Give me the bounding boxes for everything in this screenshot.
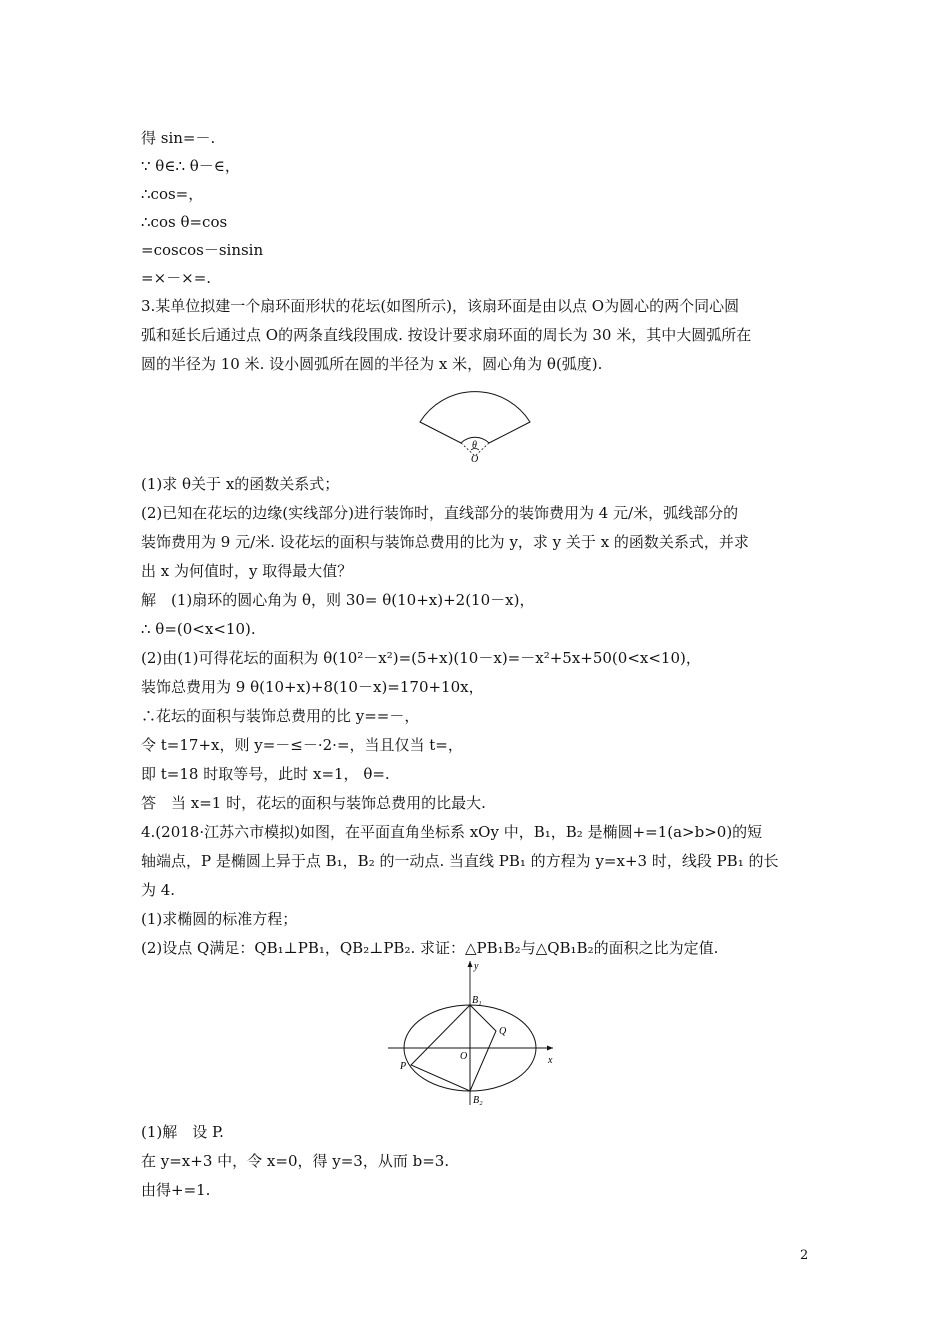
problem-3-line: 3.某单位拟建一个扇环面形状的花坛(如图所示)，该扇环面是由以点 O为圆心的两个同心圆 xyxy=(141,297,740,315)
text-line: =coscos－sinsin xyxy=(141,241,264,259)
text-line: ∵ θ∈∴ θ－∈， xyxy=(141,157,240,175)
ellipse-figure xyxy=(388,957,558,1107)
problem-3-line: 弧和延长后通过点 O的两条直线段围成. 按设计要求扇环面的周长为 30 米，其中大圆弧所在 xyxy=(141,326,752,344)
solution-line: ∴ θ=(0<x<10). xyxy=(141,620,256,638)
solution-line: ∴花坛的面积与装饰总费用的比 y==－， xyxy=(141,707,420,725)
p-label: P xyxy=(400,1061,407,1072)
b1-label: B₁ xyxy=(472,995,482,1006)
o-label: O xyxy=(460,1051,468,1062)
text-line: ∴cos θ=cos xyxy=(141,213,228,231)
solution-line: 由得+=1. xyxy=(141,1181,211,1199)
problem-4-line: 为 4. xyxy=(141,881,176,899)
problem-4-line: 4.(2018·江苏六市模拟)如图，在平面直角坐标系 xOy 中，B₁，B₂ 是椭圆+=1(a>b>0)的短 xyxy=(141,823,763,841)
theta-label: θ xyxy=(472,440,477,451)
b2-label: B₂ xyxy=(473,1095,483,1106)
solution-line: (1)解 设 P. xyxy=(141,1123,224,1141)
text-line: =×－×=. xyxy=(141,269,212,287)
solution-line: 即 t=18 时取等号，此时 x=1， θ=. xyxy=(141,765,390,783)
solution-line: 在 y=x+3 中，令 x=0，得 y=3，从而 b=3. xyxy=(141,1152,450,1170)
text-line: ∴cos=， xyxy=(141,185,204,203)
answer-line: 答 当 x=1 时，花坛的面积与装饰总费用的比最大. xyxy=(141,794,486,812)
origin-label: O xyxy=(471,454,479,464)
y-axis-label: y xyxy=(474,961,479,972)
question-2: (2)设点 Q满足：QB₁⊥PB₁，QB₂⊥PB₂. 求证：△PB₁B₂与△QB₁B₂的面积之比为定值. xyxy=(141,939,719,957)
problem-4-line: 轴端点，P 是椭圆上异于点 B₁，B₂ 的一动点. 当直线 PB₁ 的方程为 y=x+3 时，线段 PB₁ 的长 xyxy=(141,852,779,870)
solution-line: (2)由(1)可得花坛的面积为 θ(10²－x²)=(5+x)(10－x)=－x²+5x+50(0<x<10)， xyxy=(141,649,701,667)
page-number: 2 xyxy=(800,1248,809,1263)
text-line: 得 sin=－. xyxy=(141,129,216,147)
sector-ring-figure xyxy=(415,388,535,464)
solution-line: 解 (1)扇环的圆心角为 θ，则 30= θ(10+x)+2(10－x)， xyxy=(141,591,535,609)
problem-3-line: 圆的半径为 10 米. 设小圆弧所在圆的半径为 x 米，圆心角为 θ(弧度). xyxy=(141,355,603,373)
question-2-line: 装饰费用为 9 元/米. 设花坛的面积与装饰总费用的比为 y，求 y 关于 x 的函数关系式，并求 xyxy=(141,533,749,551)
x-axis-label: x xyxy=(548,1055,553,1066)
question-2-line: 出 x 为何值时，y 取得最大值？ xyxy=(141,562,353,580)
question-2-line: (2)已知在花坛的边缘(实线部分)进行装饰时，直线部分的装饰费用为 4 元/米，弧线部分的 xyxy=(141,504,739,522)
question-1: (1)求椭圆的标准方程； xyxy=(141,910,298,928)
solution-line: 装饰总费用为 9 θ(10+x)+8(10－x)=170+10x， xyxy=(141,678,484,696)
solution-line: 令 t=17+x，则 y=－≤－·2·=，当且仅当 t=， xyxy=(141,736,463,754)
q-label: Q xyxy=(499,1026,507,1037)
question-1: (1)求 θ关于 x的函数关系式； xyxy=(141,475,340,493)
